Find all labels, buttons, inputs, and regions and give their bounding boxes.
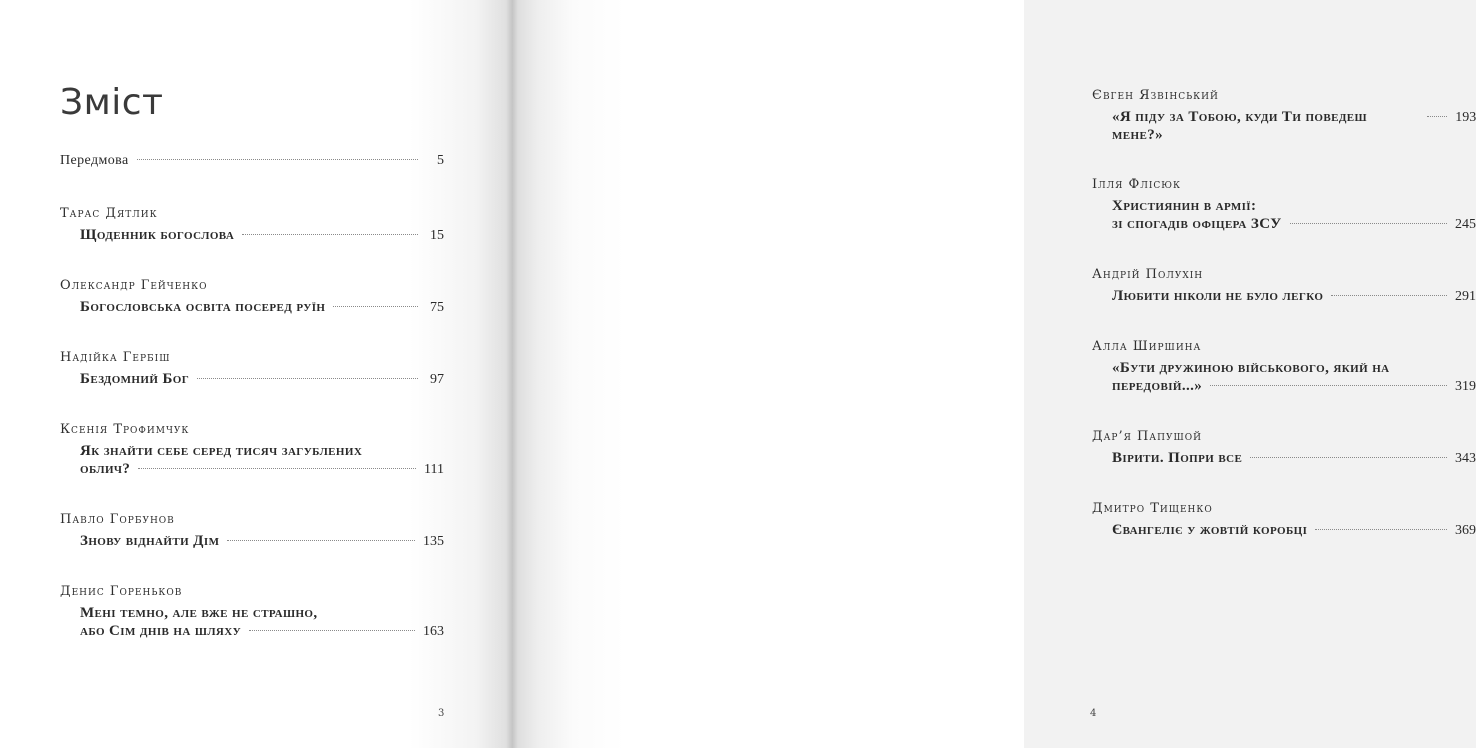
toc-entry xyxy=(60,206,444,245)
toc-page-number: 111 xyxy=(424,462,444,477)
toc-page-number: 5 xyxy=(437,153,444,168)
toc-title-line xyxy=(60,152,444,170)
dot-leader xyxy=(1331,295,1447,296)
dot-leader xyxy=(197,378,418,379)
toc-item xyxy=(1112,108,1476,144)
toc-title-line xyxy=(80,460,444,479)
toc-author: Дар’я Папушой xyxy=(1092,429,1202,444)
toc-title: облич? xyxy=(80,461,131,477)
toc-author: Ілля Флісюк xyxy=(1092,177,1182,192)
toc-right xyxy=(1092,88,1476,573)
toc-entry xyxy=(1092,429,1476,468)
toc-author: Євген Язвінський xyxy=(1092,88,1219,103)
toc-author: Надійка Гербіш xyxy=(60,350,171,365)
toc-entry xyxy=(60,422,444,479)
toc-page-number: 193 xyxy=(1455,110,1476,125)
toc-page-number: 135 xyxy=(423,534,444,549)
toc-title: «Я піду за Тобою, куди Ти поведеш мене?» xyxy=(1112,109,1368,143)
page-number-right: 4 xyxy=(1090,708,1097,719)
toc-item xyxy=(1112,287,1476,306)
toc-title: або Сім днів на шляху xyxy=(80,623,242,639)
toc-title-line xyxy=(80,442,444,460)
toc-author: Олександр Гейченко xyxy=(60,278,208,293)
toc-item xyxy=(80,532,444,551)
toc-author: Алла Ширшина xyxy=(1092,339,1202,354)
toc-entry xyxy=(60,278,444,317)
toc-item xyxy=(60,152,444,170)
dot-leader xyxy=(1315,529,1447,530)
toc-item xyxy=(1112,359,1476,396)
toc-title: Передмова xyxy=(60,153,129,168)
toc-title-line xyxy=(80,532,444,551)
toc-author: Дмитро Тищенко xyxy=(1092,501,1213,516)
toc-title-line xyxy=(80,370,444,389)
dot-leader xyxy=(1290,223,1447,224)
toc-page-number: 291 xyxy=(1455,289,1476,304)
toc-title: Мені темно, але вже не страшно, xyxy=(80,605,318,621)
toc-title: зі спогадів офіцера ЗСУ xyxy=(1112,216,1282,232)
dot-leader xyxy=(1250,457,1447,458)
toc-entry xyxy=(1092,339,1476,396)
toc-title-line xyxy=(1112,287,1476,306)
toc-item xyxy=(80,226,444,245)
dot-leader xyxy=(227,540,415,541)
toc-title: Щоденник богослова xyxy=(80,227,235,243)
toc-title: «Бути дружиною військового, який на xyxy=(1112,360,1390,376)
toc-page-number: 15 xyxy=(430,228,444,243)
dot-leader xyxy=(333,306,418,307)
toc-title: Любити ніколи не було легко xyxy=(1112,288,1324,304)
toc-author: Павло Горбунов xyxy=(60,512,175,527)
toc-item xyxy=(80,442,444,479)
dot-leader xyxy=(137,159,418,160)
toc-title: Християнин в армії: xyxy=(1112,198,1257,214)
page-number-left: 3 xyxy=(438,708,445,719)
toc-title-line xyxy=(80,226,444,245)
toc-title-line xyxy=(80,298,444,317)
toc-title: передовій...» xyxy=(1112,378,1203,394)
toc-title: Вірити. Попри все xyxy=(1112,450,1243,466)
toc-title: Євангеліє у жовтій коробці xyxy=(1112,522,1308,538)
dot-leader xyxy=(138,468,416,469)
toc-page-number: 163 xyxy=(423,624,444,639)
toc-title-line xyxy=(1112,108,1476,144)
toc-left xyxy=(60,152,444,674)
toc-page-number: 319 xyxy=(1455,379,1476,394)
toc-entry xyxy=(1092,88,1476,144)
toc-title-line xyxy=(1112,521,1476,540)
toc-title: Знову віднайти Дім xyxy=(80,533,220,549)
toc-title-line xyxy=(1112,449,1476,468)
toc-page-number: 97 xyxy=(430,372,444,387)
toc-entry xyxy=(1092,267,1476,306)
toc-entry xyxy=(60,350,444,389)
dot-leader xyxy=(249,630,415,631)
toc-page-number: 75 xyxy=(430,300,444,315)
toc-author: Ксенія Трофимчук xyxy=(60,422,190,437)
page-title: Зміст xyxy=(60,82,164,123)
toc-title-line xyxy=(80,622,444,641)
toc-page-number: 245 xyxy=(1455,217,1476,232)
left-page xyxy=(0,0,512,748)
toc-item xyxy=(80,370,444,389)
book-gutter xyxy=(506,0,518,748)
toc-title-line xyxy=(1112,359,1476,377)
dot-leader xyxy=(1427,116,1447,117)
dot-leader xyxy=(1210,385,1447,386)
toc-author: Денис Гореньков xyxy=(60,584,183,599)
toc-title: Як знайти себе серед тисяч загублених xyxy=(80,443,363,459)
toc-page-number: 343 xyxy=(1455,451,1476,466)
toc-title: Богословська освіта посеред руїн xyxy=(80,299,326,315)
toc-entry xyxy=(1092,177,1476,234)
toc-author: Андрій Полухін xyxy=(1092,267,1204,282)
toc-item xyxy=(1112,521,1476,540)
toc-entry xyxy=(60,152,444,170)
toc-title-line xyxy=(80,604,444,622)
dot-leader xyxy=(242,234,418,235)
toc-page-number: 369 xyxy=(1455,523,1476,538)
toc-item xyxy=(1112,197,1476,234)
toc-item xyxy=(1112,449,1476,468)
toc-item xyxy=(80,604,444,641)
toc-title-line xyxy=(1112,197,1476,215)
toc-author: Тарас Дятлик xyxy=(60,206,158,221)
toc-entry xyxy=(60,584,444,641)
toc-entry xyxy=(60,512,444,551)
toc-title-line xyxy=(1112,215,1476,234)
toc-entry xyxy=(1092,501,1476,540)
right-page xyxy=(512,0,1476,748)
toc-title: Бездомний Бог xyxy=(80,371,190,387)
toc-title-line xyxy=(1112,377,1476,396)
toc-item xyxy=(80,298,444,317)
